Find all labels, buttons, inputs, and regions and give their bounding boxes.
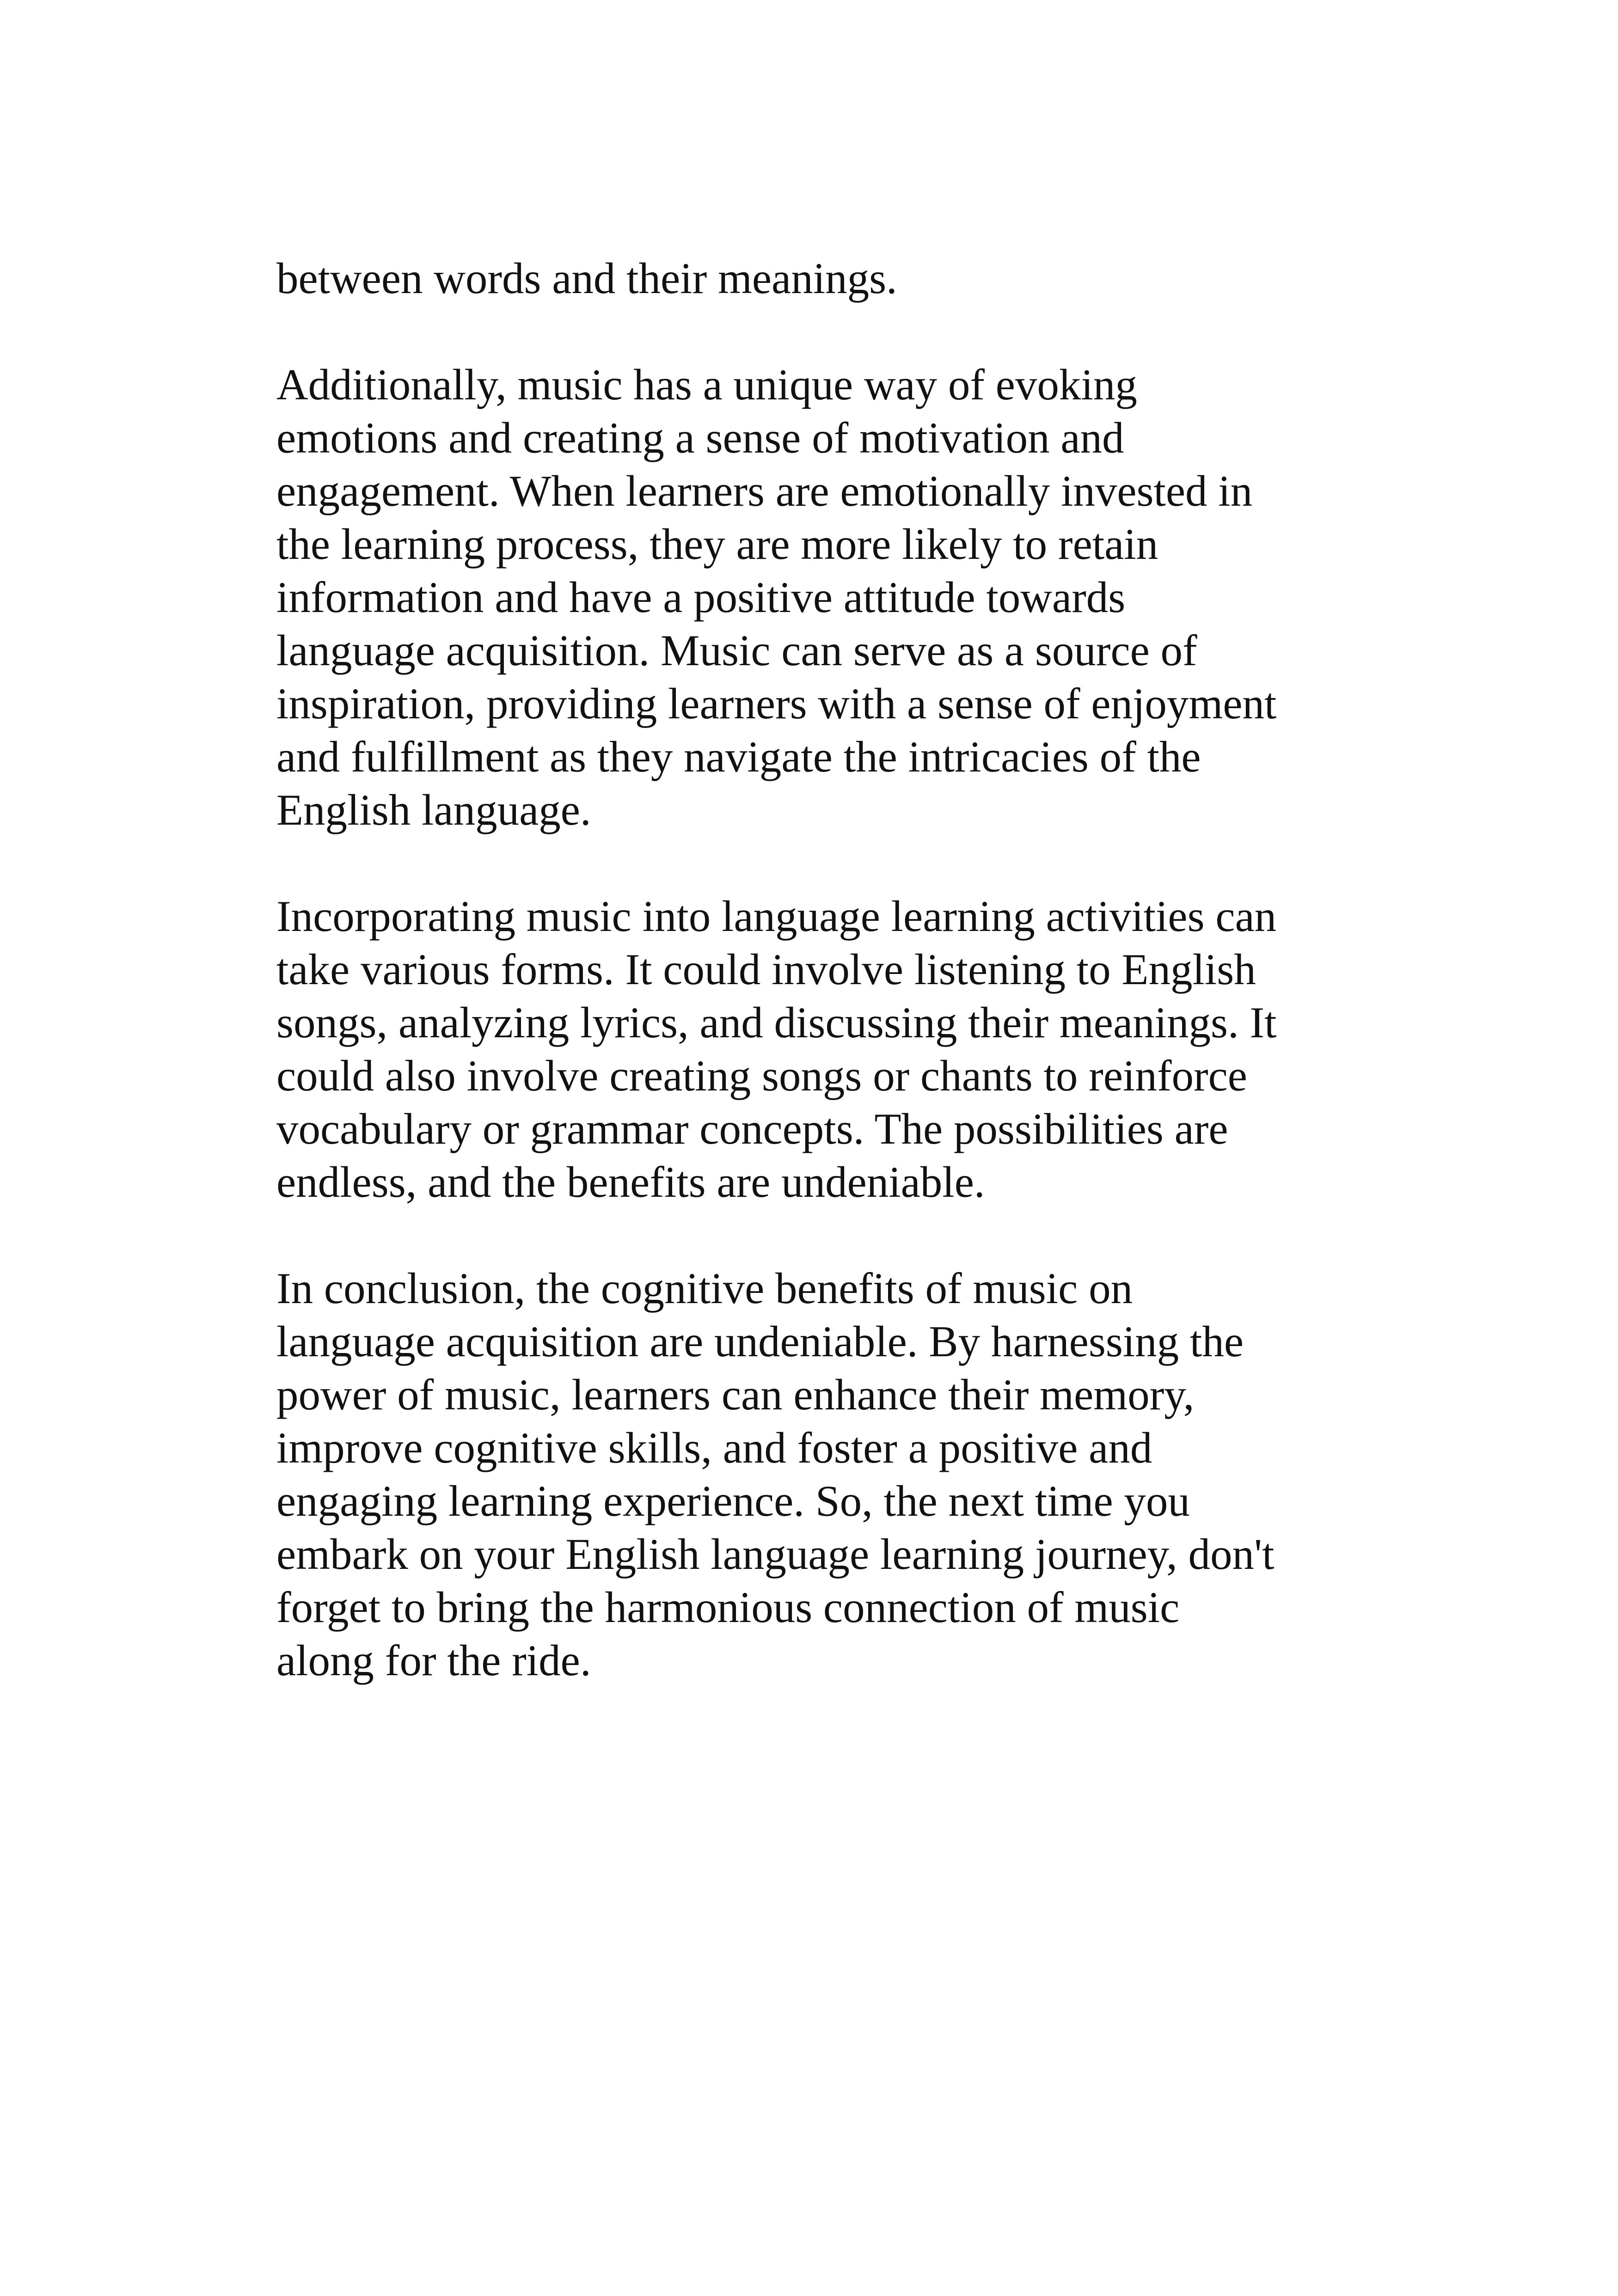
text-line: engagement. When learners are emotionally invested in [276, 466, 1253, 515]
text-line: language acquisition are undeniable. By harnessing the [276, 1317, 1244, 1366]
text-line: and fulfillment as they navigate the intricacies of the [276, 732, 1201, 781]
paragraph-2 [276, 358, 1386, 837]
text-line: vocabulary or grammar concepts. The possibilities are [276, 1104, 1228, 1153]
text-line: along for the ride. [276, 1636, 591, 1685]
text-line: language acquisition. Music can serve as a source of [276, 626, 1197, 675]
paragraph-1 [276, 252, 1386, 305]
text-line: forget to bring the harmonious connection of music [276, 1583, 1180, 1632]
text-line: emotions and creating a sense of motivation and [276, 413, 1124, 462]
text-line: Incorporating music into language learning activities can [276, 892, 1277, 941]
text-line: between words and their meanings. [276, 254, 897, 303]
text-line: could also involve creating songs or chants to reinforce [276, 1051, 1247, 1100]
text-line: the learning process, they are more likely to retain [276, 520, 1158, 569]
body-text [276, 252, 1386, 1740]
text-line: take various forms. It could involve listening to English [276, 945, 1256, 994]
text-line: Additionally, music has a unique way of evoking [276, 360, 1137, 409]
text-line: power of music, learners can enhance their memory, [276, 1370, 1195, 1419]
paragraph-4 [276, 1262, 1386, 1687]
text-line: inspiration, providing learners with a sense of enjoyment [276, 679, 1277, 728]
text-line: English language. [276, 785, 591, 834]
text-line: In conclusion, the cognitive benefits of music on [276, 1264, 1133, 1313]
text-line: engaging learning experience. So, the next time you [276, 1476, 1190, 1525]
text-line: songs, analyzing lyrics, and discussing their meanings. It [276, 998, 1277, 1047]
text-line: endless, and the benefits are undeniable. [276, 1157, 985, 1206]
text-line: improve cognitive skills, and foster a positive and [276, 1423, 1152, 1472]
paragraph-3 [276, 890, 1386, 1209]
text-line: embark on your English language learning journey, don't [276, 1530, 1275, 1579]
text-line: information and have a positive attitude towards [276, 573, 1126, 622]
